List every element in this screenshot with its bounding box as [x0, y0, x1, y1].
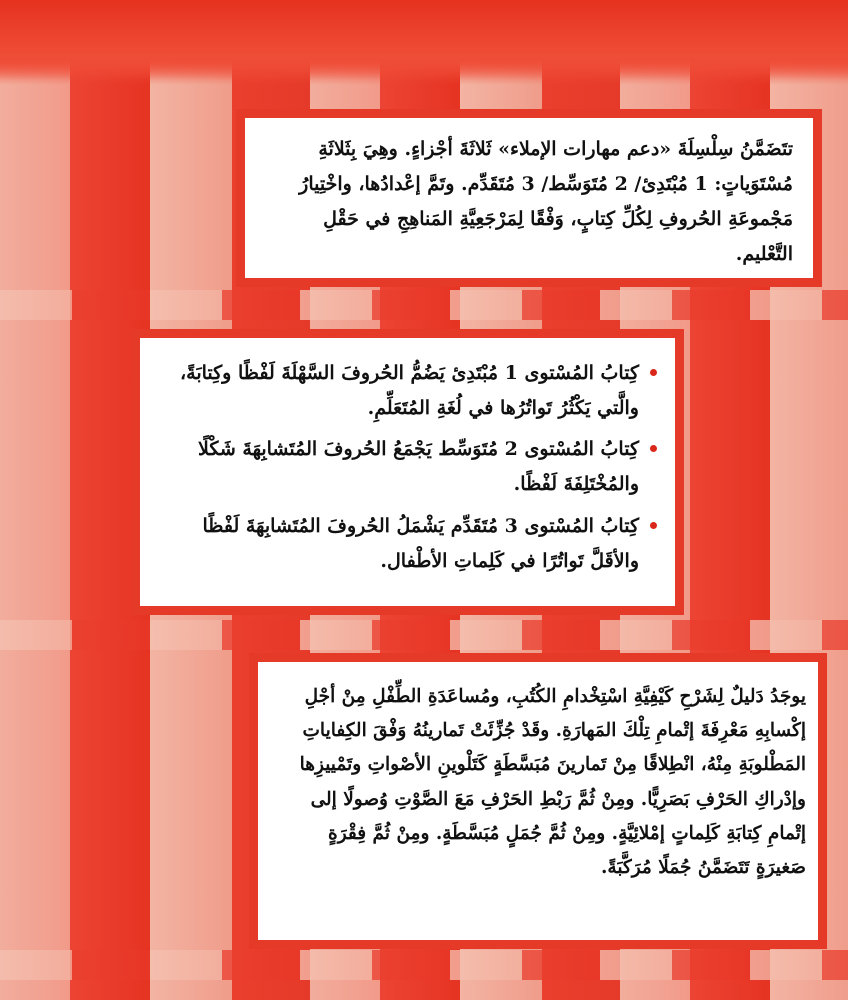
stripe-band-2	[0, 620, 848, 650]
bullet-icon	[650, 369, 657, 376]
level-3-text: كِتابُ المُسْتوى 3 مُتَقَدِّم يَشْمَلُ الحُروفَ المُتَشابِهَةَ لَفْظًا والأقَلَّ تَواتُرًا في كَلِماتِ الأطْفال.	[202, 514, 639, 572]
level-2-item	[158, 432, 657, 502]
top-red-band	[0, 0, 848, 80]
guide-box	[258, 662, 818, 940]
level-1-text: كِتابُ المُسْتوى 1 مُبْتَدِئ يَضُمُّ الحُروفَ السَّهْلَةَ لَفْظًا وكِتابَةً، والَّتي يَكْثُرُ تَواتُرُها في لُغَةِ المُتَعَلِّمِ.	[180, 362, 639, 420]
bullet-icon	[650, 445, 657, 452]
stripe-band-3	[0, 950, 848, 980]
level-3-item	[158, 509, 657, 579]
level-2-text: كِتابُ المُسْتوى 2 مُتَوَسِّط يَجْمَعُ الحُروفَ المُتَشابِهَةَ شَكْلًا والمُخْتَلِفَةَ لَفْظًا.	[198, 438, 639, 496]
stripe-band-1	[0, 290, 848, 320]
levels-list	[158, 356, 657, 579]
bullet-icon	[650, 522, 657, 529]
series-intro-box	[245, 118, 813, 278]
series-intro-text: تتَضَمَّنُ سِلْسِلَةَ «دعم مهارات الإملاء» ثَلاثَةَ أجْزاءٍ. وهِيَ بِثَلاثَةِ مُسْتَوَياتٍ: 1 مُبْتَدِئ/ 2 مُتَوَسِّط/ 3 مُتَقَدِّم. وتَمَّ إعْدادُها، واخْتِيارُ مَجْموعَةِ الحُروفِ لِكُلِّ كِتابٍ، وَفْقًا لِمَرْجَعِيَّةِ المَناهِجِ في حَقْلِ التَّعْليم.	[299, 138, 793, 266]
guide-text: يوجَدُ دَليلٌ لِشَرْحِ كَيْفِيَّةِ اسْتِخْدامِ الكُتُبِ، ومُساعَدَةِ الطِّفْلِ مِنْ أجْلِ إكْسابِهِ مَعْرِفَةَ إتْمامِ تِلْكَ المَهارَةِ. وقَدْ جُزِّئَتْ تَمارينُهُ وَفْقَ الكِفاياتِ المَطْلوبَةِ مِنْهُ، انْطِلاقًا مِنْ تَمارينَ مُبَسَّطَةٍ كَتَلْوينِ الأصْواتِ وتَمْييزِها وإدْراكِ الحَرْفِ بَصَرِيًّا. ومِنْ ثُمَّ رَبْطِ الحَرْفِ مَعَ الصَّوْتِ وُصولًا إلى إتْمامِ كِتابَةِ كَلِماتٍ إمْلائِيَّةٍ. ومِنْ ثُمَّ جُمَلٍ مُبَسَّطَةٍ. ومِنْ ثُمَّ فِقْرَةٍ صَغيرَةٍ تَتَضَمَّنُ جُمَلًا مُرَكَّبَةً.	[299, 686, 806, 879]
level-1-item	[158, 356, 657, 426]
levels-box	[140, 338, 675, 606]
